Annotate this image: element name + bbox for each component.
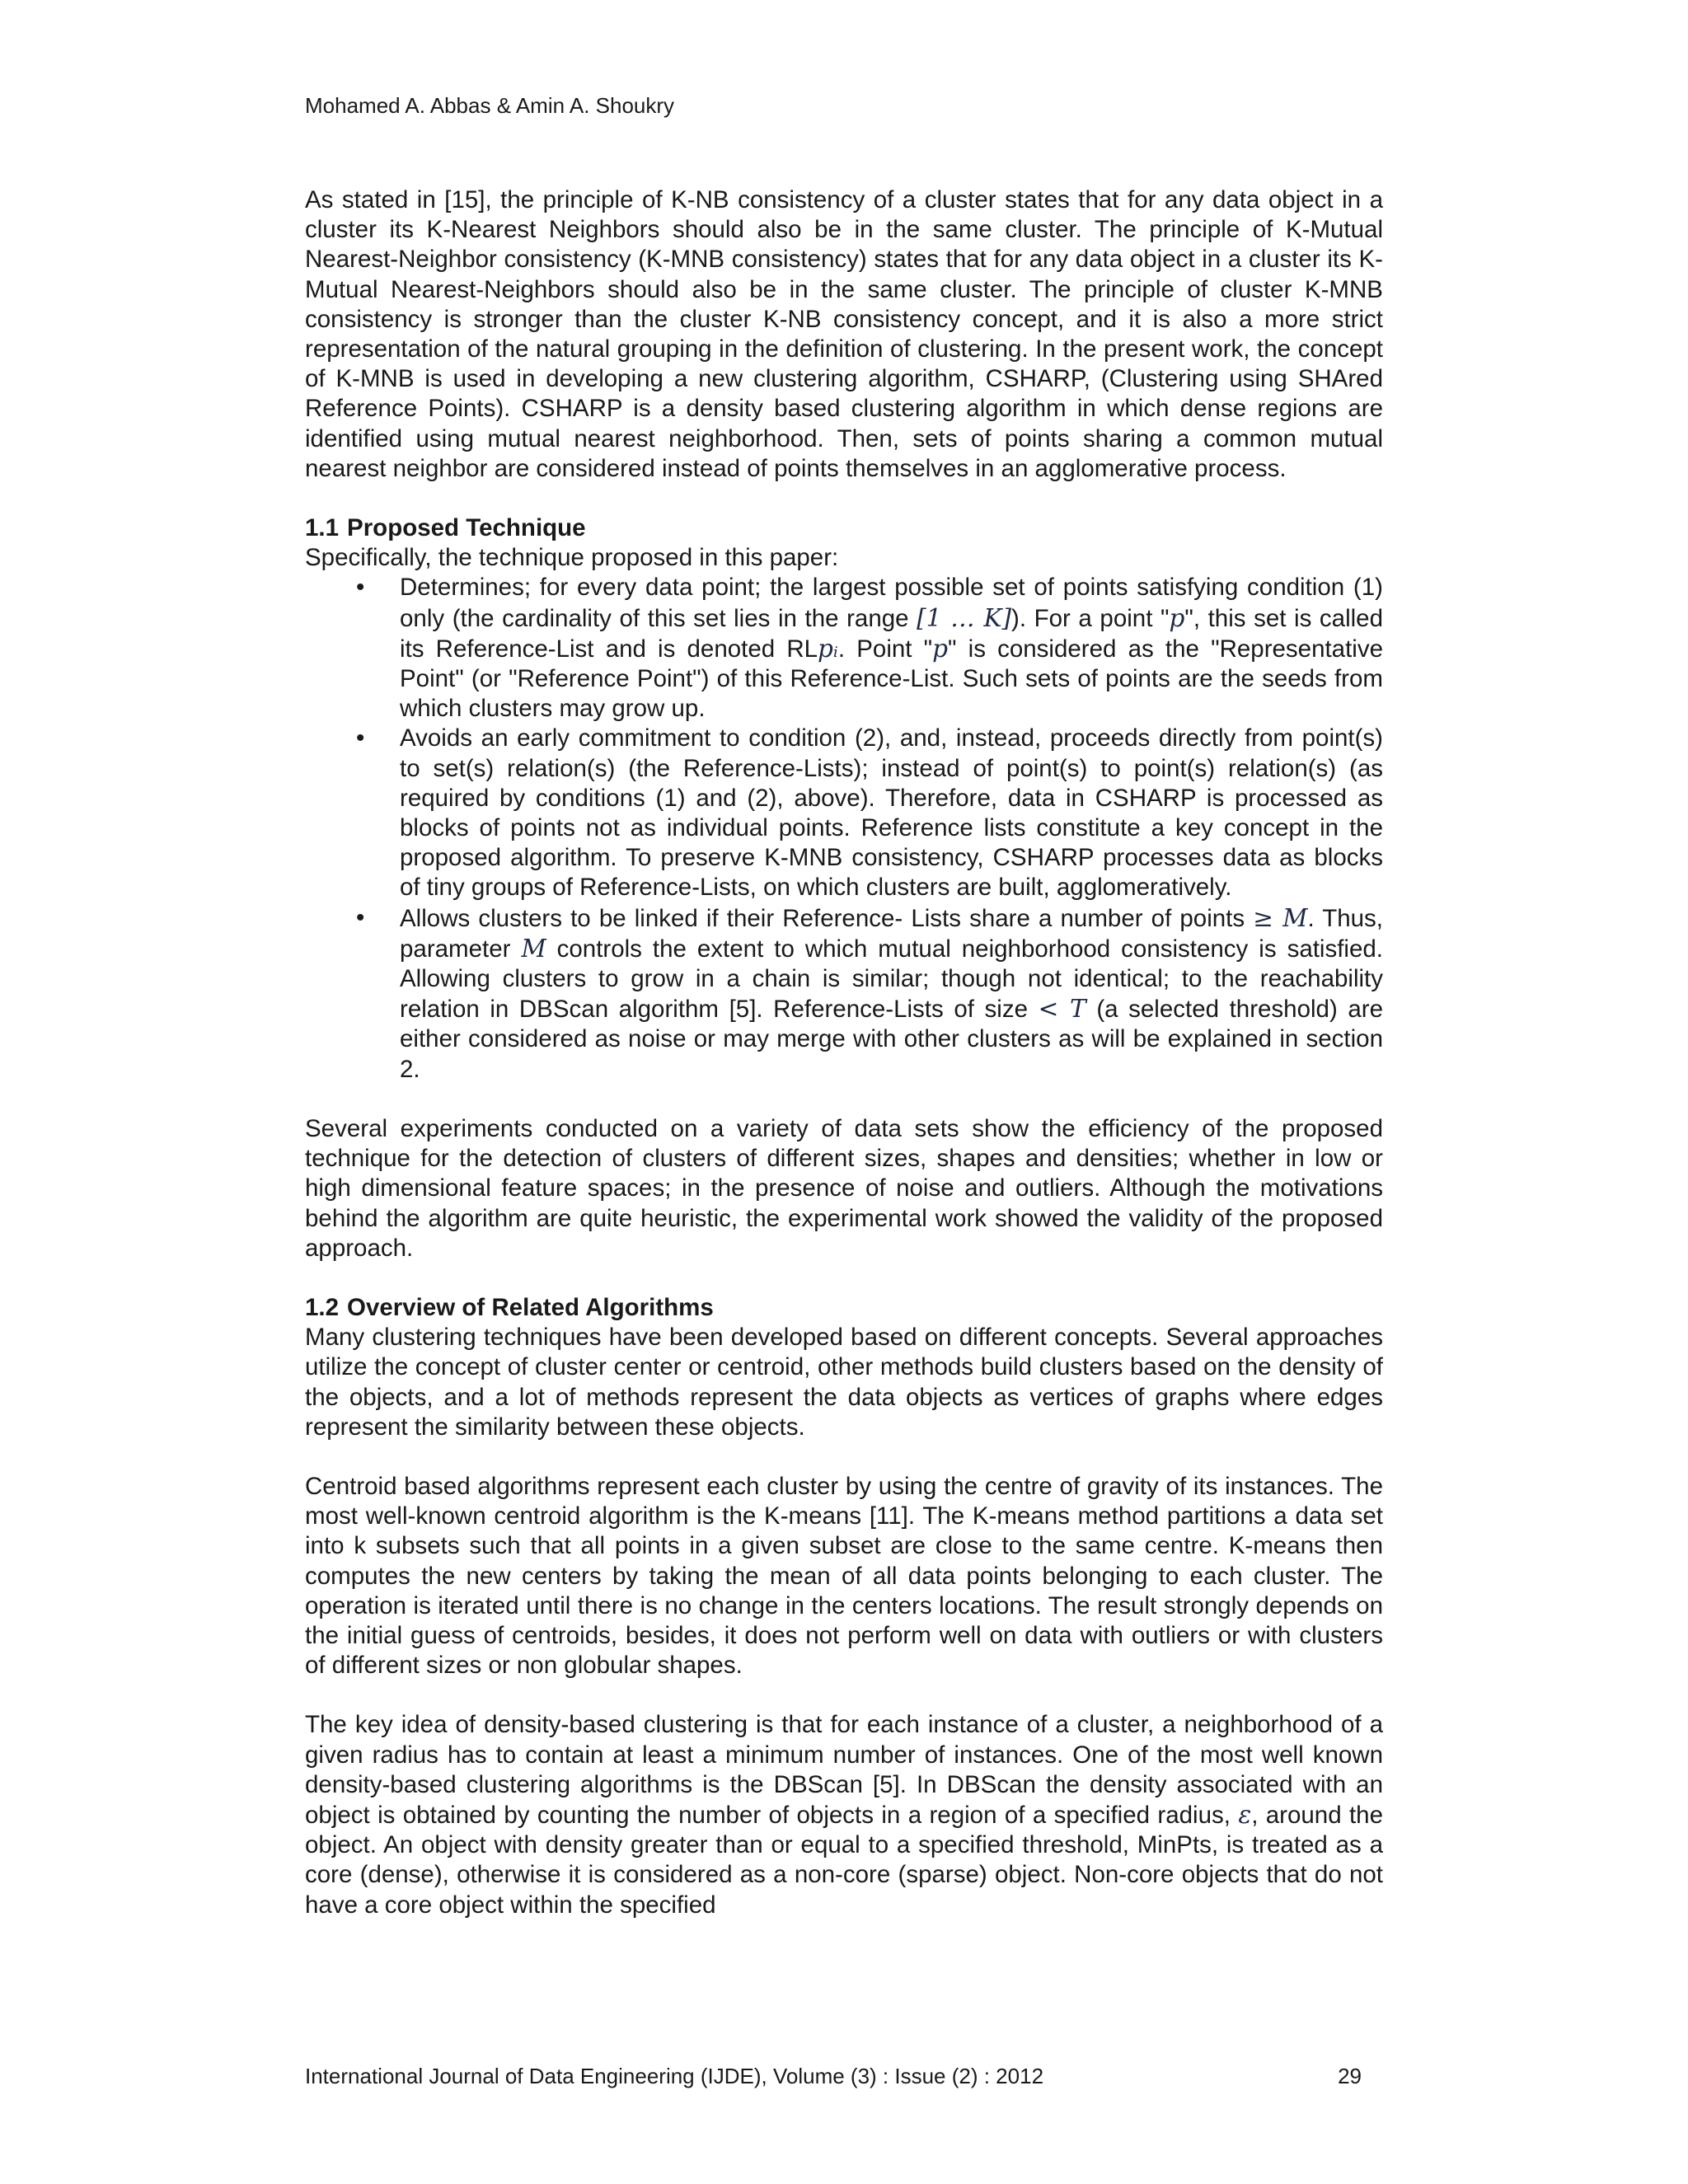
bullet-icon: • [356, 903, 365, 931]
paper-page [305, 0, 1383, 2184]
bullet-text: ). For a point " [1011, 604, 1170, 632]
section-heading-1-2 [305, 1293, 1383, 1323]
journal-citation: International Journal of Data Engineering (IJDE), Volume (3) : Issue (2) : 2012 [305, 2064, 1044, 2088]
section-heading-1-1 [305, 513, 1383, 543]
page-footer [305, 2063, 1383, 2089]
math-symbol-p: p [1169, 603, 1185, 632]
section-number: 1.2 [305, 1293, 340, 1321]
bullet-text: . Point " [837, 635, 933, 663]
intro-paragraph: As stated in [15], the principle of K-NB consistency of a cluster states that for any data object in a cluster its K-Nearest Neighbors should also be in the same cluster. The principle of K-Mutual Nearest-Neighbor consistency (K-MNB consistency) states that for any data object in a cluster its K-Mutual Nearest-Neighbors should also be in the same cluster. The principle of cluster K-MNB consistency is stronger than the cluster K-NB consistency concept, and it is also a more strict representation of the natural grouping in the definition of clustering. In the present work, the concept of K-MNB is used in developing a new clustering algorithm, CSHARP, (Clustering using SHAred Reference Points). CSHARP is a density based clustering algorithm in which dense regions are identified using mutual nearest neighborhood. Then, sets of points sharing a common mutual nearest neighbor are considered instead of points themselves in an agglomerative process. [305, 186, 1383, 482]
bullet-text: " is considered as the "Representative Point" (or "Reference Point") of this Reference-List. Such sets of points are the seeds from which clusters may grow up. [400, 635, 1383, 723]
experiments-paragraph: Several experiments conducted on a variety of data sets show the efficiency of the proposed technique for the detection of clusters of different sizes, shapes and densities; whether in low or high dimensional feature spaces; in the presence of noise and outliers. Although the motivations behind the algorithm are quite heuristic, the experimental work showed the validity of the proposed approach. [305, 1114, 1383, 1262]
bullet-text: Allows clusters to be linked if their Reference- Lists share a number of points [400, 904, 1254, 932]
bullet-icon: • [356, 724, 365, 752]
running-head-authors: Mohamed A. Abbas & Amin A. Shoukry [305, 93, 675, 118]
bullet-text: . Thus, parameter [400, 904, 1383, 963]
bullet-text: Determines; for every data point; the largest possible set of points satisfying condition (1) only (the cardinality of this set lies in the range [400, 574, 1383, 632]
math-symbol-m: M [521, 934, 546, 963]
technique-bullet-list [305, 573, 1383, 1084]
section-title: Proposed Technique [347, 514, 586, 542]
paragraph-text: , around the object. An object with density greater than or equal to a specified threshold, MinPts, is treated as a core (dense), otherwise it is considered as a non-core (sparse) object. Non-core objects that do not have a core object within the specified [305, 1801, 1383, 1919]
related-paragraph-centroid: Centroid based algorithms represent each cluster by using the centre of gravity of its instances. The most well-known centroid algorithm is the K-means [11]. The K-means method partitions a data set into k subsets such that all points in a given subset are close to the same centre. K-means then computes the new centers by taking the mean of all data points belonging to each cluster. The operation is iterated until there is no change in the centers locations. The result strongly depends on the initial guess of centroids, besides, it does not perform well on data with outliers or with clusters of different sizes or non globular shapes. [305, 1472, 1383, 1680]
math-symbol-p: p [932, 634, 949, 663]
related-paragraph-overview: Many clustering techniques have been developed based on different concepts. Several approaches utilize the concept of cluster center or centroid, other methods build clusters based on the density of the objects, and a lot of methods represent the data objects as vertices of graphs where edges represent the similarity between these objects. [305, 1324, 1383, 1441]
related-paragraph-density [305, 1710, 1383, 1919]
math-less-than-t: < T [1038, 995, 1086, 1024]
section-lead-sentence: Specifically, the technique proposed in this paper: [305, 544, 839, 572]
bullet-item-avoids [305, 724, 1383, 902]
bullet-text: Avoids an early commitment to condition (2), and, instead, proceeds directly from point(s) to set(s) relation(s) (the Reference-Lists); instead of point(s) to point(s) relation(s) (as required by conditions (1) and (2), above). Therefore, data in CSHARP is processed as blocks of points not as individual points. Reference lists constitute a key concept in the proposed algorithm. To preserve K-MNB consistency, CSHARP processes data as blocks of tiny groups of Reference-Lists, on which clusters are built, agglomeratively. [400, 724, 1383, 902]
paragraph-text: The key idea of density-based clustering is that for each instance of a cluster, a neighborhood of a given radius has to contain at least a minimum number of instances. One of the most well known density-based clustering algorithms is the DBScan [5]. In DBScan the density associated with an object is obtained by counting the number of objects in a region of a specified radius, [305, 1711, 1383, 1829]
bullet-text: controls the extent to which mutual neighborhood consistency is satisfied. Allowing clusters to grow in a chain is similar; though not identical; to the reachability relation in DBScan algorithm [5]. Reference-Lists of size [400, 935, 1383, 1024]
page-number: 29 [1338, 2064, 1362, 2088]
bullet-text: ", this set is called its Reference-List and is denoted RL [400, 604, 1383, 663]
section-title: Overview of Related Algorithms [347, 1293, 714, 1321]
bullet-item-determines [305, 573, 1383, 724]
math-geq-m: ≥ M [1253, 903, 1308, 932]
bullet-text: (a selected threshold) are either considered as noise or may merge with other clusters as will be explained in section 2. [400, 996, 1383, 1083]
math-epsilon: ε [1238, 1800, 1252, 1829]
section-number: 1.1 [305, 514, 340, 542]
bullet-icon: • [356, 574, 365, 602]
bullet-item-allows [305, 903, 1383, 1085]
body-text [305, 185, 1383, 1950]
math-subscript-pi: pᵢ [818, 634, 838, 663]
math-range-1-to-k: [1 … K] [917, 603, 1011, 632]
